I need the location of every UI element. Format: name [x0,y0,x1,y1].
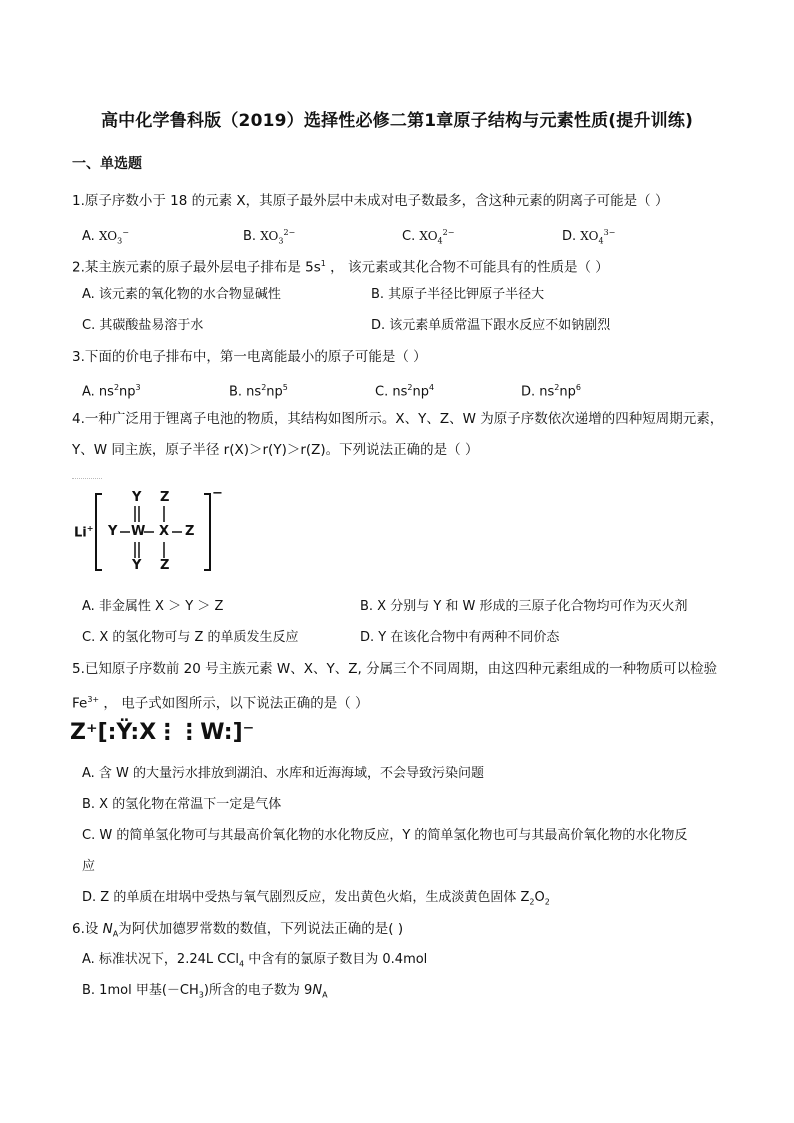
q2-option-c[interactable]: C. 其碳酸盐易溶于水 [82,318,204,333]
q2-option-a[interactable]: A. 该元素的氧化物的水合物显碱性 [82,287,281,302]
q4-option-b[interactable]: B. X 分别与 Y 和 W 形成的三原子化合物均可作为灭火剂 [360,599,688,614]
question-5-stem-line-2: $Fe^{3+}$ ， 电子式如图所示，以下说法正确的是（ ） [72,695,369,712]
divider [72,478,102,480]
q1-option-c[interactable]: C. $XO_4^{2-}$ [402,228,455,246]
question-4-stem-line-2: Y、W 同主族，原子半径 r(X)＞r(Y)＞r(Z)。下列说法正确的是（ ） [72,442,479,458]
q3-option-c[interactable]: C. $ns^2np^4$ [375,383,435,400]
atom-y-bottom: Y [132,558,142,573]
structure-diagram [72,488,232,576]
atom-w: W [131,524,146,539]
question-1-stem: 1.原子序数小于 18 的元素 X，其原子最外层中未成对电子数最多，含这种元素的阴离子可能是（ ） [72,193,669,209]
atom-z-right: Z [185,524,195,539]
q5-option-b[interactable]: B. X 的氢化物在常温下一定是气体 [82,797,282,812]
q5-option-d[interactable]: D. Z 的单质在坩埚中受热与氧气剧烈反应，发出黄色火焰，生成淡黄色固体 $Z_2O_2$ [82,890,550,907]
question-2-stem: 2.某主族元素的原子最外层电子排布是 $5s^1$ ， 该元素或其化合物不可能具有的性质是（ ） [72,259,609,276]
atom-z-bottom: Z [160,558,170,573]
q5-option-c-line-1[interactable]: C. W 的简单氢化物可与其最高价氧化物的水化物反应，Y 的简单氢化物也可与其最高价氧化物的水化物反 [82,828,688,843]
li-cation: Li+ [74,524,94,541]
question-6-stem: 6.设 $N_A$为阿伏加德罗常数的数值，下列说法正确的是( ) [72,921,404,939]
q6-option-b[interactable]: B. 1mol 甲基$(-CH_3)$所含的电子数为 $9N_A$ [82,983,328,1000]
q5-option-c-line-2: 应 [82,859,96,874]
atom-y-top: Y [132,490,142,505]
q1-option-b[interactable]: B. $XO_3^{2-}$ [243,228,296,246]
q6-option-a[interactable]: A. 标准状况下，2.24L CCl$_4$ 中含有的氯原子数目为 0.4mol [82,952,428,969]
anion-charge: − [212,486,223,501]
q5-option-a[interactable]: A. 含 W 的大量污水排放到湖泊、水库和近海海域，不会导致污染问题 [82,766,485,781]
q3-option-d[interactable]: D. $ns^2np^6$ [521,383,581,400]
q3-option-a[interactable]: A. $ns^2np^3$ [82,383,141,400]
q3-option-b[interactable]: B. $ns^2np^5$ [229,383,288,400]
q4-option-a[interactable]: A. 非金属性 X ＞ Y ＞ Z [82,599,224,614]
question-3-stem: 3.下面的价电子排布中，第一电离能最小的原子可能是（ ） [72,349,427,365]
atom-x: X [159,524,170,539]
q1-option-a[interactable]: A. $XO_3^-$ [82,228,129,246]
question-5-stem-line-1: 5.已知原子序数前 20 号主族元素 W、X、Y、Z, 分属三个不同周期，由这四种元素组成的一种物质可以检验 [72,661,718,677]
q4-option-c[interactable]: C. X 的氢化物可与 Z 的单质发生反应 [82,630,299,645]
q4-option-d[interactable]: D. Y 在该化合物中有两种不同价态 [360,630,560,645]
q2-option-b[interactable]: B. 其原子半径比钾原子半径大 [371,287,545,302]
electron-formula-text: Z⁺[:Ÿ:X⋮⋮W:]⁻ [70,720,255,745]
electron-formula [70,716,255,754]
section-heading: 一、单选题 [72,156,142,172]
question-4-stem-line-1: 4.一种广泛用于锂离子电池的物质，其结构如图所示。X、Y、Z、W 为原子序数依次递增的四种短周期元素， [72,411,724,427]
q1-option-d[interactable]: D. $XO_4^{3-}$ [562,228,616,246]
atom-z-top: Z [160,490,170,505]
structure-lines [72,488,232,576]
q2-option-d[interactable]: D. 该元素单质常温下跟水反应不如钠剧烈 [371,318,611,333]
page-title: 高中化学鲁科版（2019）选择性必修二第1章原子结构与元素性质(提升训练) [100,111,694,131]
atom-y-left: Y [108,524,118,539]
